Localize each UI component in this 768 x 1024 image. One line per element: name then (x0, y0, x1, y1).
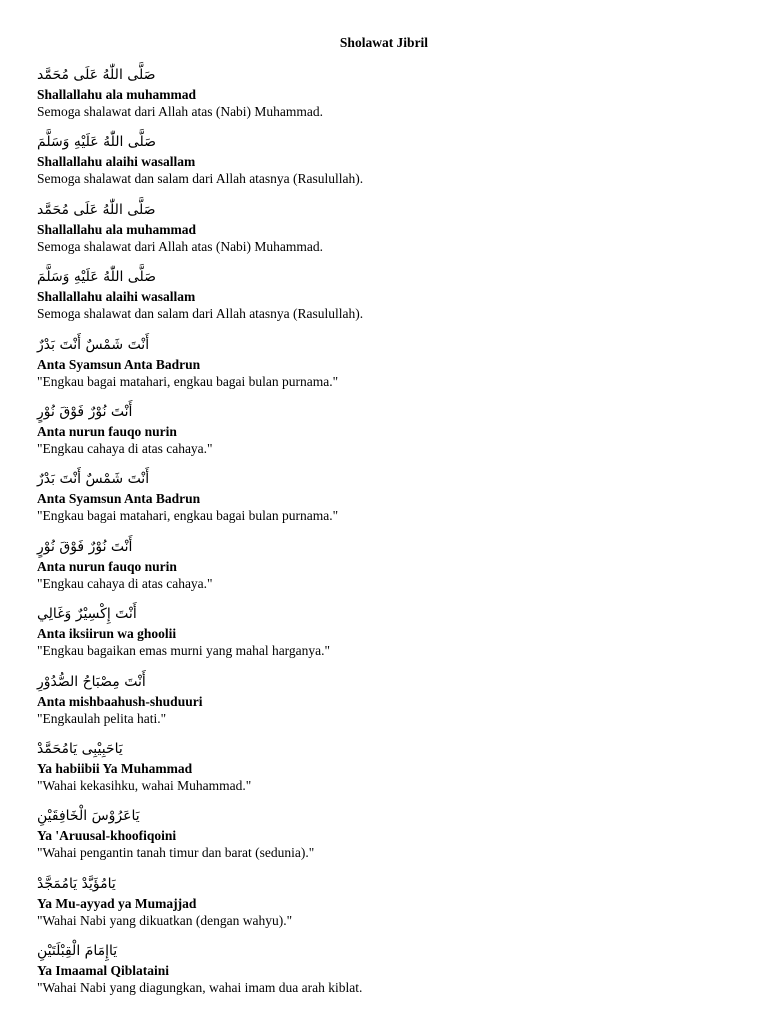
verse-meaning: "Wahai kekasihku, wahai Muhammad." (37, 777, 252, 793)
verse-latin: Anta nurun fauqo nurin (37, 423, 177, 439)
verse-item (37, 873, 737, 940)
verse-arabic: أَنْتَ إِكْسِيْرٌ وَغَالِي (37, 606, 137, 623)
verse-meaning: Semoga shalawat dari Allah atas (Nabi) Muhammad. (37, 238, 324, 254)
verse-meaning: "Wahai Nabi yang diagungkan, wahai imam dua arah kiblat. (37, 980, 363, 996)
verse-meaning: "Engkau cahaya di atas cahaya." (37, 440, 213, 456)
verse-list (37, 64, 737, 1007)
verse-latin: Shallallahu alaihi wasallam (37, 154, 196, 170)
verse-arabic: صَلَّى اللّٰهُ عَلَى مُحَمَّد (37, 201, 156, 218)
verse-meaning: "Engkau bagai matahari, engkau bagai bulan purnama." (37, 373, 339, 389)
verse-meaning: Semoga shalawat dari Allah atas (Nabi) Muhammad. (37, 104, 324, 119)
verse-arabic: صَلَّى اللّٰهُ عَلَيْهِ وَسَلَّمَ (37, 269, 156, 286)
verse-latin: Anta iksiirun wa ghoolii (37, 626, 177, 642)
verse-meaning: Semoga shalawat dan salam dari Allah atasnya (Rasulullah). (37, 171, 364, 187)
verse-item (37, 266, 737, 333)
verse-arabic: يَامُؤَيَّدْ يَامُمَجَّدْ (37, 875, 116, 892)
verse-latin: Anta nurun fauqo nurin (37, 558, 177, 574)
verse-arabic: صَلَّى اللّٰهُ عَلَيْهِ وَسَلَّمَ (37, 134, 156, 151)
verse-item (37, 805, 737, 872)
verse-latin: Anta mishbaahush-shuduuri (37, 693, 203, 709)
verse-arabic: أَنْتَ شَمْسٌ أَنْتَ بَدْرٌ (37, 336, 150, 353)
verse-latin: Shallallahu alaihi wasallam (37, 289, 196, 305)
verse-latin: Ya habiibii Ya Muhammad (37, 760, 193, 776)
verse-arabic: يَاعَرُوْسَ الْخَافِقَيْنِ (37, 808, 140, 825)
verse-latin: Anta Syamsun Anta Badrun (37, 356, 201, 372)
document-title: Sholawat Jibril (339, 35, 429, 50)
verse-item (37, 671, 737, 738)
verse-item (37, 401, 737, 468)
verse-item (37, 199, 737, 266)
verse-latin: Shallallahu ala muhammad (37, 87, 197, 102)
verse-arabic: يَاإِمَامَ الْقِبْلَتَيْنِ (37, 943, 118, 960)
verse-arabic: أَنْتَ مِصْبَاحُ الصُّدُوْرِ (37, 673, 146, 690)
verse-item (37, 536, 737, 603)
verse-arabic: أَنْتَ نُوْرٌ فَوْقَ نُوْرٍ (37, 403, 133, 420)
verse-meaning: "Wahai pengantin tanah timur dan barat (sedunia)." (37, 845, 315, 861)
verse-meaning: "Engkau cahaya di atas cahaya." (37, 575, 213, 591)
verse-latin: Ya Mu-ayyad ya Mumajjad (37, 895, 197, 911)
verse-arabic: أَنْتَ نُوْرٌ فَوْقَ نُوْرٍ (37, 538, 133, 555)
verse-meaning: Semoga shalawat dan salam dari Allah atasnya (Rasulullah). (37, 306, 364, 322)
verse-latin: Shallallahu ala muhammad (37, 221, 197, 237)
verse-meaning: "Wahai Nabi yang dikuatkan (dengan wahyu)." (37, 912, 293, 928)
verse-latin: Ya Imaamal Qiblataini (37, 963, 170, 979)
verse-meaning: "Engkaulah pelita hati." (37, 710, 167, 726)
verse-arabic: أَنْتَ شَمْسٌ أَنْتَ بَدْرٌ (37, 471, 150, 488)
verse-item (37, 64, 737, 131)
verse-item (37, 940, 737, 1007)
verse-item (37, 738, 737, 805)
verse-arabic: يَاحَبِيْبِى يَامُحَمَّدْ (37, 740, 123, 757)
verse-latin: Ya 'Aruusal-khoofiqoini (37, 828, 177, 844)
verse-item (37, 468, 737, 535)
verse-meaning: "Engkau bagaikan emas murni yang mahal harganya." (37, 643, 331, 659)
verse-item (37, 334, 737, 401)
verse-item (37, 131, 737, 198)
verse-latin: Anta Syamsun Anta Badrun (37, 491, 201, 507)
verse-arabic: صَلَّى اللّٰهُ عَلَى مُحَمَّد (37, 67, 156, 83)
verse-meaning: "Engkau bagai matahari, engkau bagai bulan purnama." (37, 508, 339, 524)
verse-item (37, 603, 737, 670)
